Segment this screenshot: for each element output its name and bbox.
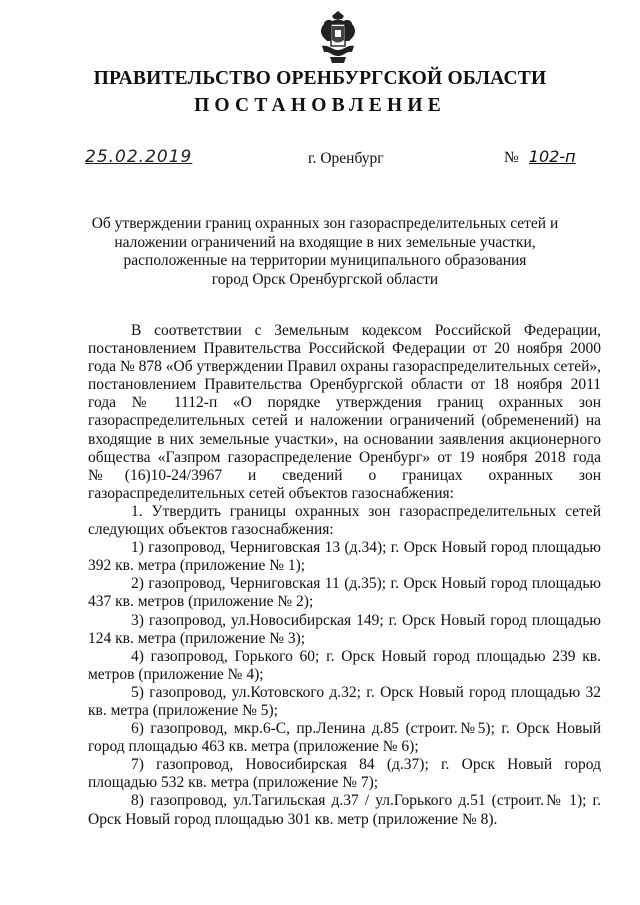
list-item: 2) газопровод, Черниговская 11 (д.35); г. Орск Новый город площадью 437 кв. метров (приложение № 2);	[88, 575, 601, 611]
number-label: №	[504, 149, 519, 166]
list-item: 6) газопровод, мкр.6-С, пр.Ленина д.85 (строит.№5); г. Орск Новый город площадью 463 кв. метра (приложение № 6);	[88, 720, 601, 756]
title-line: Об утверждении границ охранных зон газораспределительных сетей и	[91, 215, 559, 232]
document-body	[88, 322, 601, 829]
list-item: 8) газопровод, ул.Тагильская д.37 / ул.Горького д.51 (строит.№ 1); г. Орск Новый город площадью 301 кв. метр (приложение № 8).	[88, 792, 601, 828]
list-item: 5) газопровод, ул.Котовского д.32; г. Орск Новый город площадью 32 кв. метра (приложение № 5);	[88, 683, 601, 719]
title-line: город Орск Оренбургской области	[211, 270, 439, 288]
document-number	[504, 147, 576, 167]
point-1-paragraph: 1. Утвердить границы охранных зон газораспределительных сетей следующих объектов газоснабжения:	[88, 502, 601, 539]
title-line: расположенные на территории муниципального образования	[123, 252, 527, 269]
document-date: 25.02.2019	[85, 147, 193, 167]
list-item: 1) газопровод, Черниговская 13 (д.34); г. Орск Новый город площадью 392 кв. метра (приложение № 1);	[88, 539, 601, 575]
government-name: ПРАВИТЕЛЬСТВО ОРЕНБУРГСКОЙ ОБЛАСТИ	[93, 68, 547, 89]
document-city: г. Оренбург	[308, 150, 384, 167]
list-item: 7) газопровод, Новосибирская 84 (д.37); г. Орск Новый город площадью 532 кв. метра (приложение № 7);	[88, 756, 601, 792]
document-type: ПОСТАНОВЛЕНИЕ	[194, 95, 446, 116]
list-item: 4) газопровод, Горького 60; г. Орск Новый город площадью 239 кв. метров (приложение № 4);	[88, 647, 601, 683]
list-item: 3) газопровод, ул.Новосибирская 149; г. Орск Новый город площадью 124 кв. метра (приложение № 3);	[88, 611, 601, 647]
document-title	[80, 215, 570, 289]
coat-of-arms-icon	[318, 10, 358, 66]
intro-paragraph: В соответствии с Земельным кодексом Российской Федерации, постановлением Правительства Российской Федерации от 20 ноября 2000 года № 878 «Об утверждении Правил охраны газораспределительных сетей», постановлением Правительства Оренбургской области от 18 ноября 2011 года № 1112-п «О порядке утверждения границ охранных зон газораспределительных сетей и наложении ограничений (обременений) на входящие в них земельные участки», на основании заявления акционерного общества «Газпром газораспределение Оренбург» от 19 ноября 2018 года №(16)10-24/3967 и сведений о границах охранных зон газораспределительных сетей объектов газоснабжения:	[88, 322, 601, 502]
title-line: наложении ограничений на входящие в них земельные участки,	[114, 233, 536, 251]
number-value: 102-п	[528, 147, 576, 166]
